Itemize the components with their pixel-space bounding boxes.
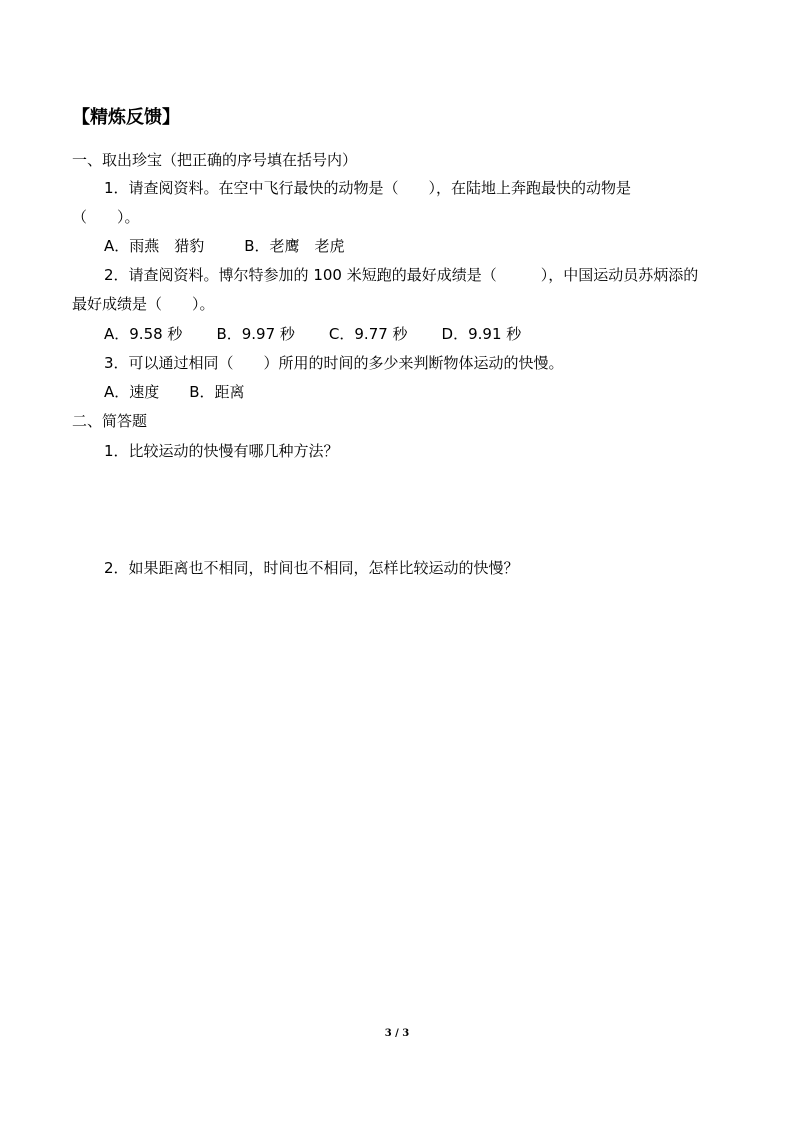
option-b: B．距离: [189, 383, 245, 401]
option-d: D．9.91 秒: [441, 325, 522, 343]
section-heading: 【精炼反馈】: [72, 107, 180, 128]
section-2-title: 二、简答题: [72, 412, 148, 430]
question-1-line-1: [104, 178, 631, 198]
question-2-line-2: [72, 294, 215, 314]
short-answer-question-1: 1．比较运动的快慢有哪几种方法？: [104, 442, 339, 460]
question-2-line-1: [104, 265, 698, 285]
question-3-options: [104, 382, 245, 402]
option-a: A．雨燕 猎豹: [104, 237, 205, 255]
page-number: 3 / 3: [384, 1028, 410, 1039]
option-a: A．9.58 秒: [104, 325, 183, 343]
question-1-text-d: ）。: [117, 208, 140, 226]
question-1-text-a: 1．请查阅资料。在空中飞行最快的动物是（: [104, 179, 399, 197]
option-a: A．速度: [104, 383, 160, 401]
section-1-title: 一、取出珍宝（把正确的序号填在括号内）: [72, 151, 358, 169]
question-1-text-b: ），在陆地上奔跑最快的动物是: [428, 179, 632, 197]
question-1-options: [104, 236, 345, 256]
question-3-text-a: 3．可以通过相同（: [104, 354, 234, 372]
option-c: C．9.77 秒: [328, 325, 408, 343]
short-answer-question-2: 2．如果距离也不相同，时间也不相同，怎样比较运动的快慢？: [104, 559, 519, 577]
question-3-text-b: ）所用的时间的多少来判断物体运动的快慢。: [263, 354, 564, 372]
question-2-options: [104, 324, 521, 344]
question-1-line-2: [72, 207, 140, 227]
question-2-text-c: 最好成绩是（: [72, 295, 163, 313]
question-1-text-c: （: [72, 208, 88, 226]
option-b: B．老鹰 老虎: [244, 237, 345, 255]
question-2-text-d: ）。: [192, 295, 215, 313]
question-2-text-b: ），中国运动员苏炳添的: [540, 266, 699, 284]
question-2-text-a: 2．请查阅资料。博尔特参加的 100 米短跑的最好成绩是（: [104, 266, 497, 284]
option-b: B．9.97 秒: [216, 325, 295, 343]
question-3-line-1: [104, 353, 564, 373]
